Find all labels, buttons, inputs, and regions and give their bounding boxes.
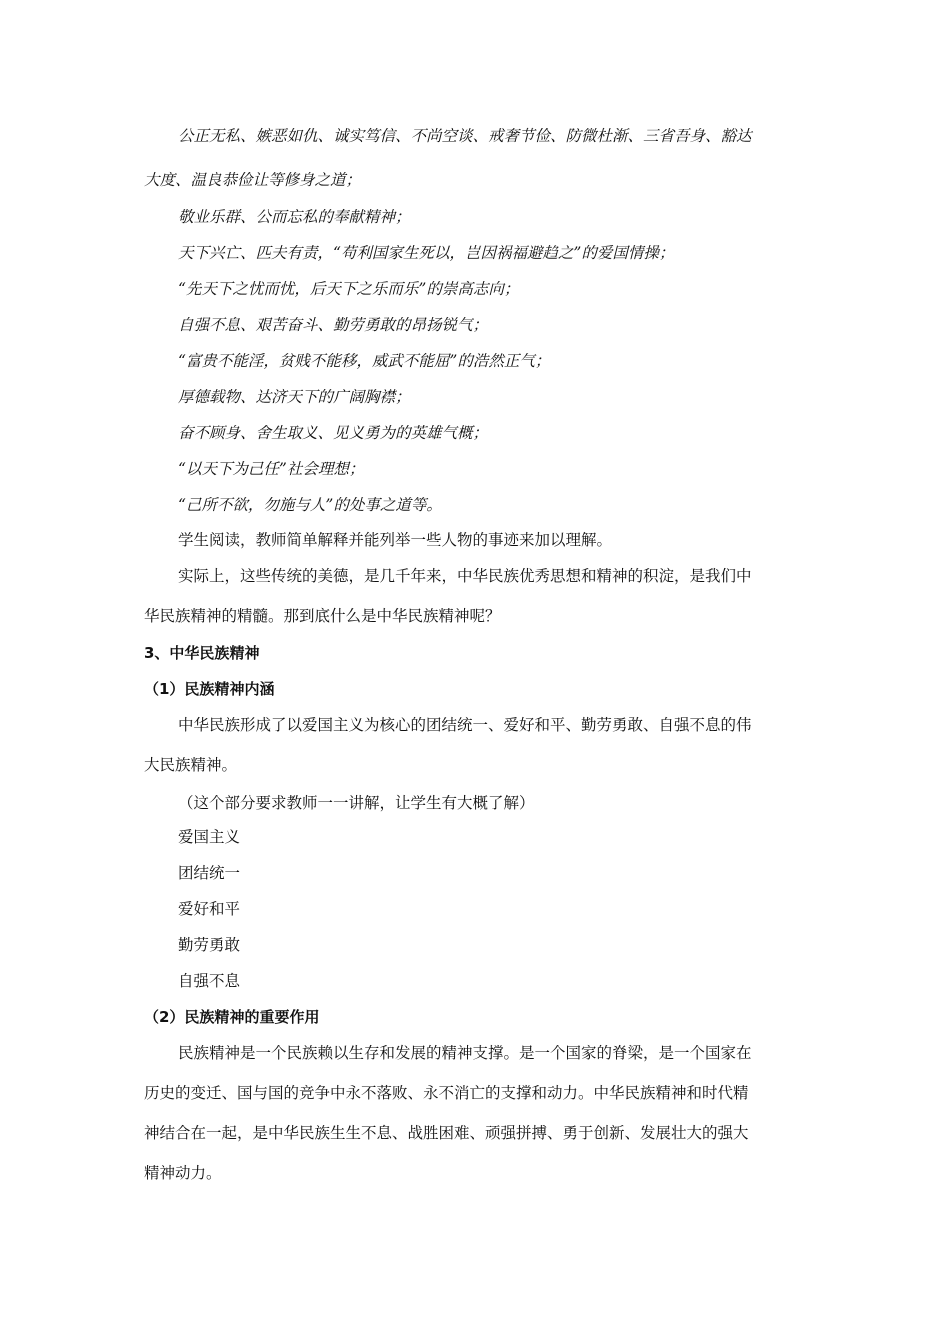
virtue-item: 奋不顾身、舍生取义、见义勇为的英雄气概； bbox=[178, 424, 489, 442]
connotation-line-1: 中华民族形成了以爱国主义为核心的团结统一、爱好和平、勤劳勇敢、自强不息的伟 bbox=[178, 716, 752, 734]
subsection-1-heading: （1）民族精神内涵 bbox=[144, 680, 275, 698]
virtue-item: 敬业乐群、公而忘私的奉献精神； bbox=[178, 208, 411, 226]
role-line-3: 神结合在一起，是中华民族生生不息、战胜困难、顽强拼搏、勇于创新、发展壮大的强大 bbox=[144, 1124, 749, 1142]
virtue-item: “先天下之忧而忧，后天下之乐而乐”的崇高志向； bbox=[178, 280, 520, 298]
actual-paragraph-line-1: 实际上，这些传统的美德，是几千年来，中华民族优秀思想和精神的积淀，是我们中 bbox=[178, 567, 752, 585]
role-line-2: 历史的变迁、国与国的竞争中永不落败、永不消亡的支撑和动力。中华民族精神和时代精 bbox=[144, 1084, 749, 1102]
virtue-item: “己所不欲，勿施与人”的处事之道等。 bbox=[178, 496, 442, 514]
role-line-4: 精神动力。 bbox=[144, 1164, 222, 1182]
virtue-item: “富贵不能淫，贫贱不能移，威武不能屈”的浩然正气； bbox=[178, 352, 551, 370]
connotation-line-2: 大民族精神。 bbox=[144, 756, 238, 774]
virtue-item: 自强不息、艰苦奋斗、勤劳勇敢的昂扬锐气； bbox=[178, 316, 489, 334]
spirit-item: 团结统一 bbox=[178, 864, 241, 882]
spirit-item: 爱好和平 bbox=[178, 900, 241, 918]
virtue-item: 天下兴亡、匹夫有责，“苟利国家生死以，岂因祸福避趋之”的爱国情操； bbox=[178, 244, 675, 262]
subsection-2-heading: （2）民族精神的重要作用 bbox=[144, 1008, 320, 1026]
virtues-line-1: 公正无私、嫉恶如仇、诚实笃信、不尚空谈、戒奢节俭、防微杜渐、三省吾身、豁达 bbox=[178, 127, 752, 145]
spirit-item: 勤劳勇敢 bbox=[178, 936, 241, 954]
section-3-heading: 3、中华民族精神 bbox=[144, 644, 260, 662]
virtue-item: 厚德载物、达济天下的广阔胸襟； bbox=[178, 388, 411, 406]
role-line-1: 民族精神是一个民族赖以生存和发展的精神支撑。是一个国家的脊梁，是一个国家在 bbox=[178, 1044, 752, 1062]
reading-paragraph: 学生阅读，教师简单解释并能列举一些人物的事迹来加以理解。 bbox=[178, 531, 613, 549]
spirit-item: 自强不息 bbox=[178, 972, 241, 990]
virtue-item: “以天下为己任”社会理想； bbox=[178, 460, 365, 478]
spirit-item: 爱国主义 bbox=[178, 828, 241, 846]
teacher-note: （这个部分要求教师一一讲解，让学生有大概了解） bbox=[178, 794, 535, 812]
actual-paragraph-line-2: 华民族精神的精髓。那到底什么是中华民族精神呢？ bbox=[144, 607, 501, 625]
virtues-line-2: 大度、温良恭俭让等修身之道； bbox=[144, 171, 362, 189]
